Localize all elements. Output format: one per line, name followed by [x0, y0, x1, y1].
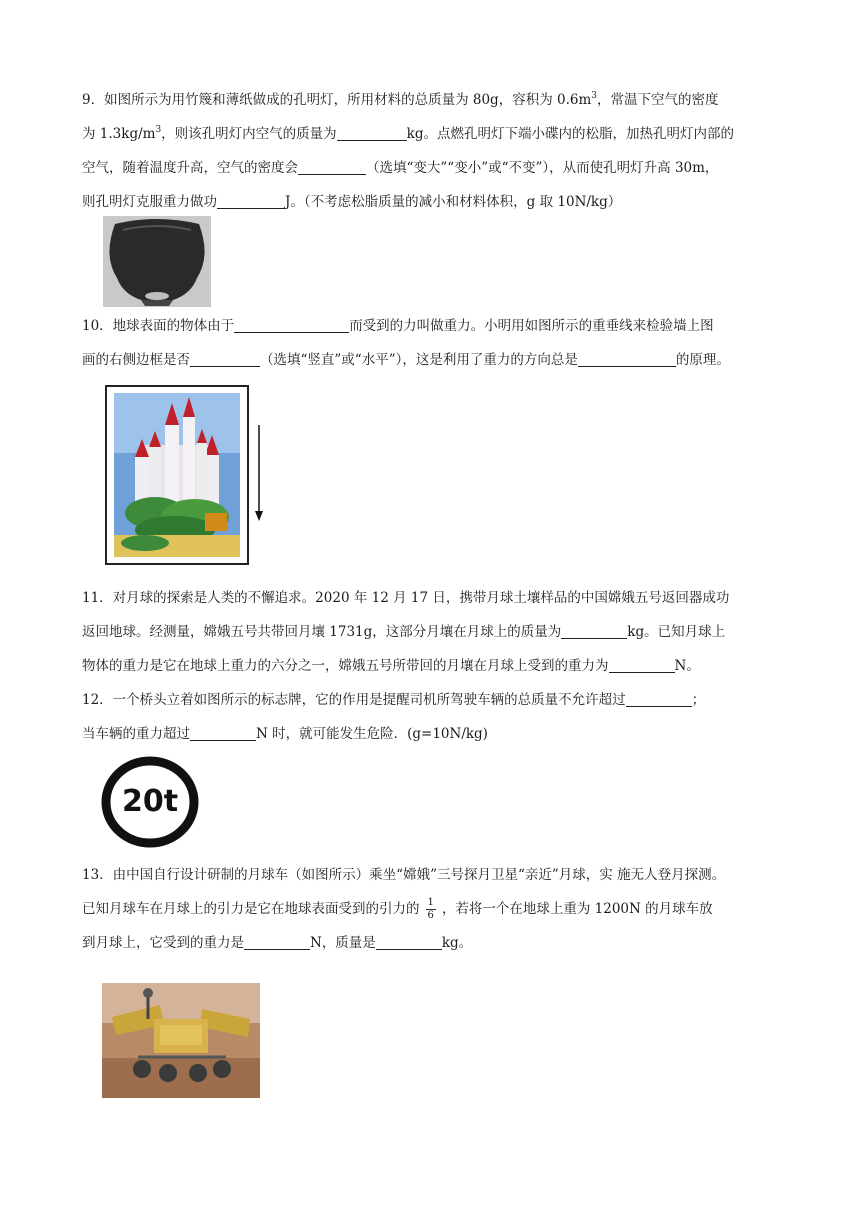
- castle-picture-figure: [105, 385, 265, 567]
- question-11: 11．对月球的探索是人类的不懈追求。2020 年 12 月 17 日，携带月球土壤样品的中国嫦娥五号返回器成功 返回地球。经测量，嫦娥五号共带回月壤 1731g，这部分月壤在月球上的质量为 kg。已知月球上 物体的重力是它在地球上重力的六分之一，嫦娥五号所带回的月壤在月球上受到的重力为 N。: [82, 590, 730, 674]
- answer-blank[interactable]: [578, 348, 676, 367]
- question-10: 10．地球表面的物体由于 而受到的力叫做重力。小明用如图所示的重垂线来检验墙上图 画的右侧边框是否 （选填“竖直”或“水平”），这是利用了重力的方向总是 的原理。: [82, 309, 782, 377]
- answer-blank[interactable]: [376, 931, 442, 950]
- answer-blank[interactable]: [626, 688, 692, 707]
- lunar-rover-image: [102, 983, 260, 1098]
- question-9: 9．如图所示为用竹篾和薄纸做成的孔明灯，所用材料的总质量为 80g，容积为 $0.6m^3$，常温下空气的密度 为 $1.3kg/m^3$，则该孔明灯内空气的质量为 kg。点燃孔明灯下端小碟内的松脂，加热孔明灯内部的 空气，随着温度升高，空气的密度会 （选填“变大”“变小”或“不变”），从而使孔明灯升高 30m， 则孔明灯克服重力做功 J。（不考虑松脂质量的减小和材料体积，g 取 10N/kg）: [82, 91, 734, 210]
- answer-blank[interactable]: [190, 348, 260, 367]
- answer-blank[interactable]: [234, 314, 349, 333]
- answer-blank[interactable]: [561, 620, 627, 639]
- question-13: 13．由中国自行设计研制的月球车（如图所示）乘坐“嫦娥”三号探月卫星“亲近”月球，实 施无人登月探测。 已知月球车在月球上的引力是它在地球表面受到的引力的 $\frac{1}{6}$ ，若将一个在地球上重为 1200N 的月球车放 到月球上，它受到的重力是 N，质量是 kg。: [82, 867, 726, 951]
- answer-blank[interactable]: [609, 654, 675, 673]
- sky-lantern-image: [103, 216, 211, 307]
- answer-blank[interactable]: [217, 190, 285, 209]
- weight-limit-sign: [100, 756, 200, 848]
- answer-blank[interactable]: [190, 722, 256, 741]
- answer-blank[interactable]: [298, 156, 366, 175]
- sign-label: 20t: [121, 784, 179, 819]
- fraction-one-sixth: $\frac{1}{6}$: [427, 897, 434, 921]
- question-12: 12．一个桥头立着如图所示的标志牌，它的作用是提醒司机所驾驶车辆的总质量不允许超过 ； 当车辆的重力超过 N 时，就可能发生危险．(g=10N/kg): [82, 683, 782, 751]
- answer-blank[interactable]: [337, 122, 407, 141]
- answer-blank[interactable]: [244, 931, 310, 950]
